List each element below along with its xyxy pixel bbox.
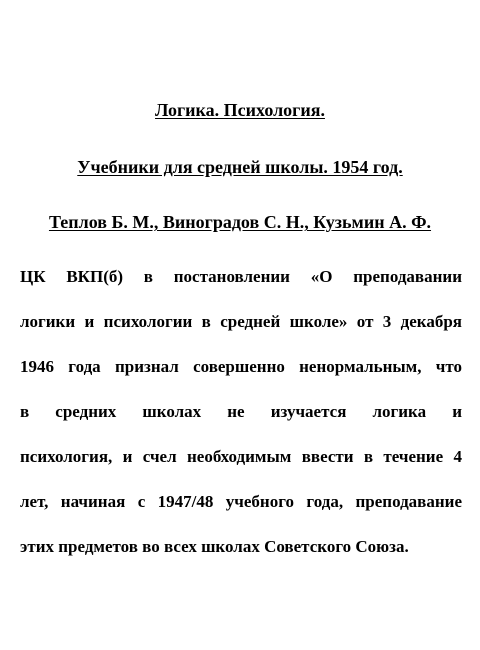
paragraph-line: ЦК ВКП(б) в постановлении «О преподавании — [20, 267, 462, 286]
paragraph-line: логики и психологии в средней школе» от 3 декабря — [20, 312, 462, 331]
document-authors: Теплов Б. М., Виноградов С. Н., Кузьмин А. Ф. — [48, 212, 432, 232]
body-paragraph — [20, 266, 462, 581]
document-subtitle: Учебники для средней школы. 1954 год. — [77, 157, 403, 177]
paragraph-line: лет, начиная с 1947/48 учебного года, преподавание — [20, 492, 462, 511]
paragraph-line: 1946 года признал совершенно ненормальным, что — [20, 357, 462, 376]
document-title: Логика. Психология. — [155, 100, 325, 120]
paragraph-line: этих предметов во всех школах Советского Союза. — [20, 537, 409, 556]
paragraph-line: в средних школах не изучается логика и — [20, 402, 462, 421]
paragraph-line: психология, и счел необходимым ввести в течение 4 — [20, 447, 462, 466]
